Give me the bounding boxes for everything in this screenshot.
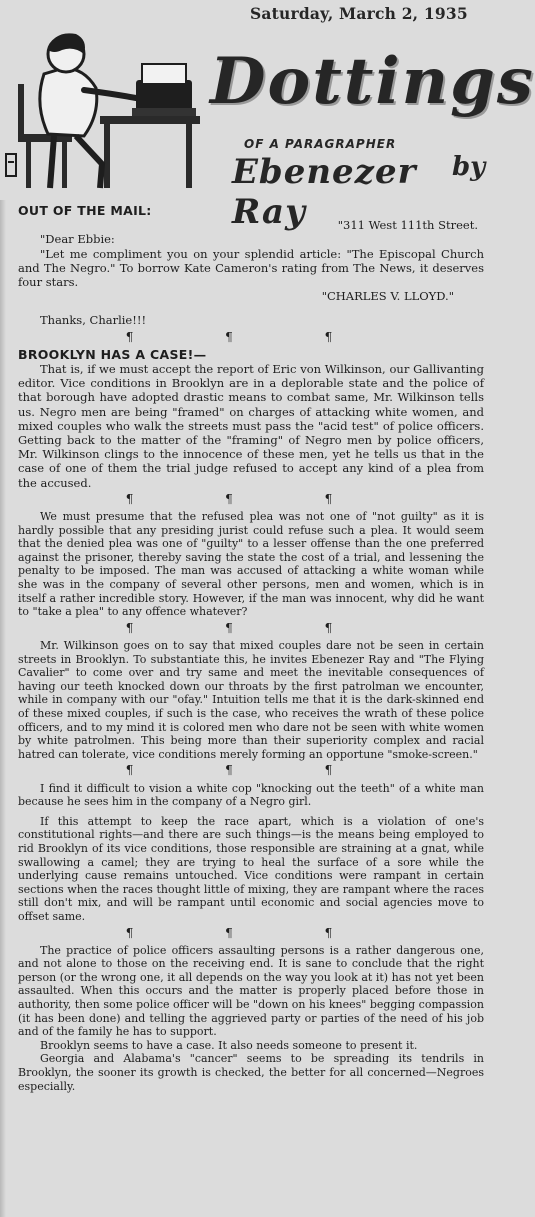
section-separator: ¶ ¶ ¶ bbox=[125, 329, 377, 344]
column-byline: by bbox=[452, 152, 486, 182]
letter-address: "311 West 111th Street. bbox=[337, 218, 478, 233]
article-paragraph: The practice of police officers assaulting persons is a rather dangerous one, and not alone to those on the receiving end. It is sane to conclude that the right person (or the wrong one, it all depends on the way you look at it) has not yet been assaulted. When this occurs and the matter is properly placed before those in authority, then some police officer will be "down on his knees" begging compassion (it has been done) and telling the aggrieved party or parties of the need of his job and of the family he has to support. bbox=[18, 943, 484, 1039]
letter-body: "Let me compliment you on your splendid article: "The Episcopal Church and The Negro." To borrow Kate Cameron's rating from The News, it deserves four stars. bbox=[18, 246, 484, 290]
page-edge-shadow bbox=[0, 200, 6, 1217]
article-column bbox=[18, 204, 484, 1093]
paragraph-separator: ¶ ¶ ¶ bbox=[125, 925, 377, 940]
article-paragraph: Brooklyn seems to have a case. It also needs someone to present it. bbox=[40, 1038, 418, 1052]
paragraph-separator: ¶ ¶ ¶ bbox=[125, 763, 377, 778]
paragraph-separator: ¶ ¶ ¶ bbox=[125, 620, 377, 635]
mail-heading: OUT OF THE MAIL: bbox=[18, 203, 152, 218]
column-subtitle: OF A PARAGRAPHER bbox=[244, 137, 397, 151]
article-paragraph: That is, if we must accept the report of Eric von Wilkinson, our Gallivanting editor. Vice conditions in Brooklyn are in a deplorable state and the police of that borough have adopted drastic means to combat same, Mr. Wilkinson tells us. Negro men are being "framed" on charges of attacking white women, and mixed couples who walk the streets must pass the "acid test" of police officers. Getting back to the matter of the "framing" of Negro men by police officers, Mr. Wilkinson clings to the innocence of these men, yet he tells us that in the case of one of them the trial judge refused to accept any kind of a plea from the accused. bbox=[18, 362, 484, 490]
letter-signature: "CHARLES V. LLOYD." bbox=[321, 289, 454, 304]
article-paragraph: If this attempt to keep the race apart, which is a violation of one's constitutional rights—and there are such things—is the means being employed to rid Brooklyn of its vice conditions, those responsible are straining at a gnat, while swallowing a camel; they are trying to heal the surface of a sore while the underlying cause remains untouched. Vice conditions were rampant in certain sections when the races thought little of mixing, they are rampant where the races still don't mix, and will be rampant until economic and social agencies move to offset same. bbox=[18, 814, 484, 923]
article-paragraph: Mr. Wilkinson goes on to say that mixed couples dare not be seen in certain streets in Brooklyn. To substantiate this, he invites Ebenezer Ray and "The Flying Cavalier" to come over and try same and meet the inevitable consequences of having our teeth knocked down our throats by the first patrolman we encounter, while in company with our "ofay." Intuition tells me that it is the dark-skinned end of these mixed couples, if such is the case, who receives the wrath of these police officers, and to my mind it is colored men who dare not be seen with white women by white patrolmen. This being more than their superiority complex and racial hatred can tolerate, vice conditions merely forming an opportune "smoke-screen." bbox=[18, 639, 484, 761]
typist-illustration bbox=[4, 24, 214, 194]
column-author: Ebenezer Ray bbox=[232, 152, 417, 232]
letter-reply: Thanks, Charlie!!! bbox=[40, 313, 147, 328]
brooklyn-heading: BROOKLYN HAS A CASE!— bbox=[18, 346, 207, 362]
article-paragraph: I find it difficult to vision a white cop "knocking out the teeth" of a white man because he sees him in the company of a Negro girl. bbox=[18, 781, 484, 809]
article-paragraph: Georgia and Alabama's "cancer" seems to be spreading its tendrils in Brooklyn, the sooner its growth is checked, the better for all concerned—Negroes especially. bbox=[18, 1052, 484, 1093]
paragraph-separator: ¶ ¶ ¶ bbox=[125, 491, 377, 506]
article-paragraph: We must presume that the refused plea was not one of "not guilty" as it is hardly possible that any presiding jurist could refuse such a plea. It would seem that the denied plea was one of "guilty" to a lesser offense than the one preferred against the prisoner, thereby saving the state the cost of a trial, and lessening the penalty to be imposed. The man was accused of attacking a white woman while she was in the company of several other persons, men and women, which is in itself a rather incredible story. However, if the man was innocent, why did he want to "take a plea" to any offence whatever? bbox=[18, 510, 484, 619]
column-title: Dottings bbox=[210, 44, 535, 119]
letter-salutation: "Dear Ebbie: bbox=[40, 232, 115, 247]
dateline: Saturday, March 2, 1935 bbox=[250, 4, 468, 23]
